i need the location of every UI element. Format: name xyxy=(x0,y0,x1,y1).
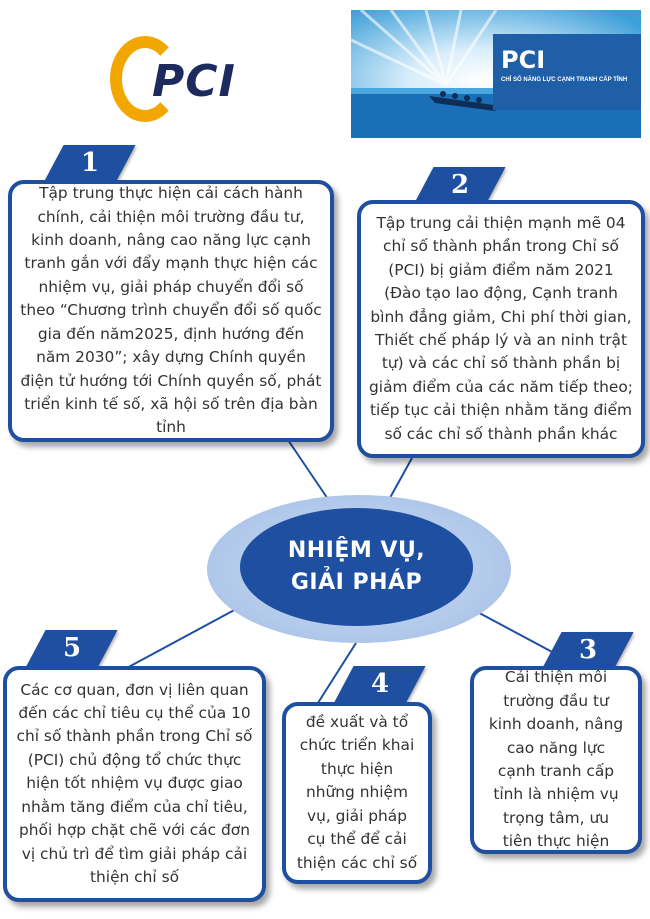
connector-1 xyxy=(288,440,332,505)
pci-logo-left-text: PCI xyxy=(152,56,236,107)
center-title-line-2: GIẢI PHÁP xyxy=(290,570,423,595)
center-title-line-1: NHIỆM VỤ, xyxy=(287,538,426,563)
solution-box-2 xyxy=(357,200,645,458)
solution-box-3 xyxy=(470,666,642,854)
number-tab-4 xyxy=(344,666,416,702)
sunrise-boat-icon xyxy=(351,10,641,138)
solution-box-1 xyxy=(8,180,334,442)
number-tab-2 xyxy=(424,167,496,203)
pci-logo-right xyxy=(351,10,641,138)
solution-box-4 xyxy=(282,702,432,884)
pci-logo-right-subtitle: CHỈ SỐ NĂNG LỰC CẠNH TRANH CẤP TỈNH xyxy=(501,77,628,83)
solution-box-5 xyxy=(3,666,266,902)
center-title xyxy=(240,508,473,626)
number-tab-5 xyxy=(36,630,108,666)
solution-text-4: đề xuất và tổ chức triển khai thực hiện những nhiệm vụ, giải pháp cụ thể để cải thiện các chỉ số xyxy=(296,713,418,872)
number-5: 5 xyxy=(62,633,82,663)
number-1: 1 xyxy=(80,148,100,178)
pci-logo-left xyxy=(106,20,246,138)
solution-text-3: Cải thiện môi trường đầu tư kinh doanh, nâng cao năng lực cạnh tranh cấp tỉnh là nhiệm vụ trọng tâm, ưu tiên thực hiện xyxy=(488,668,624,851)
solution-text-1: Tập trung thực hiện cải cách hành chính, cải thiện môi trường đầu tư, kinh doanh, nâng cao năng lực cạnh tranh gắn với đẩy mạnh thực hiện các nhiệm vụ, giải pháp chuyển đổi số theo “Chương trình chuyển đổi số quốc gia đến năm2025, định hướng đến năm 2030”; xây dựng Chính quyền điện tử hướng tới Chính quyền số, phát triển kinh tế số, xã hội số trên địa bàn tỉnh xyxy=(20,184,322,437)
solution-text-2: Tập trung cải thiện mạnh mẽ 04 chỉ số thành phần trong Chỉ số (PCI) bị giảm điểm năm 2021 (Đào tạo lao động, Cạnh tranh bình đẳng giảm, Chi phí thời gian, Thiết chế pháp lý và an ninh trật tự) và các chỉ số thành phần bị giảm điểm của các năm tiếp theo; tiếp tục cải thiện nhằm tăng điểm số các chỉ số thành phần khác xyxy=(369,213,633,443)
number-4: 4 xyxy=(370,669,390,699)
pci-logo-right-text: PCI xyxy=(501,46,546,74)
number-tab-3 xyxy=(552,632,624,668)
number-tab-1 xyxy=(54,145,126,181)
number-3: 3 xyxy=(578,635,598,665)
solution-text-5: Các cơ quan, đơn vị liên quan đến các chỉ tiêu cụ thể của 10 chỉ số thành phần trong Chỉ số (PCI) chủ động tổ chức thực hiện tốt nhiệm vụ được giao nhằm tăng điểm của chỉ tiêu, phối hợp chặt chẽ với các đơn vị chủ trì để tìm giải pháp cải thiện chỉ số xyxy=(16,680,253,886)
number-2: 2 xyxy=(450,170,470,200)
